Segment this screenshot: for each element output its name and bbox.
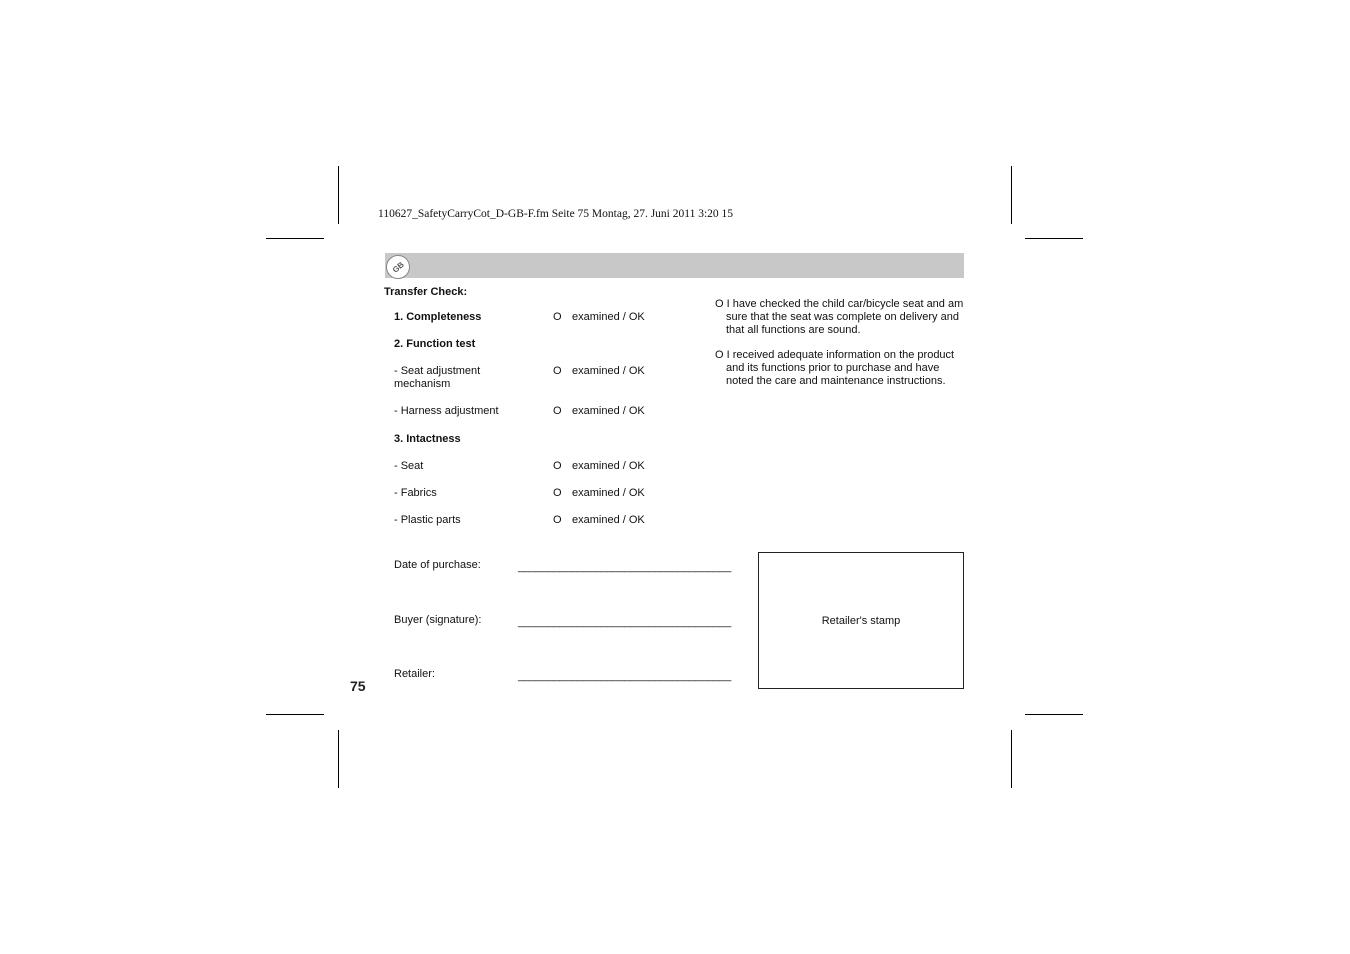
buyer-signature-line[interactable]: ____________________________________ [518,616,732,628]
check-item-label: - Fabrics [394,487,437,499]
crop-mark-line [266,714,324,715]
check-item-status: examined / OK [572,405,645,417]
check-item-status: examined / OK [572,460,645,472]
form-field-label: Date of purchase: [394,559,481,571]
retailer-stamp-label: Retailer's stamp [821,614,901,627]
language-badge: GB [381,250,415,284]
check-item-status: examined / OK [572,487,645,499]
check-item-label: 2. Function test [394,338,476,350]
crop-mark-line [338,166,339,224]
check-item-label: 1. Completeness [394,311,482,323]
retailer-line[interactable]: ____________________________________ [518,670,732,682]
section-header-band [385,253,964,278]
check-item-status: examined / OK [572,311,645,323]
crop-mark-line [266,238,324,239]
declaration-item[interactable] [715,298,967,336]
crop-mark-line [1025,238,1083,239]
check-item-status: examined / OK [572,514,645,526]
checkbox-circle[interactable]: O [715,349,724,362]
declaration-text: I have checked the child car/bicycle seat and am sure that the seat was complete on delivery and that all functions are sound. [726,298,964,336]
crop-mark-line [1011,730,1012,788]
check-item-label: - Seat adjustment mechanism [394,365,481,390]
checkbox-circle[interactable]: O [553,460,562,472]
checkbox-circle[interactable]: O [553,487,562,499]
form-field-label: Buyer (signature): [394,614,482,626]
form-field-label: Retailer: [394,668,435,680]
declaration-list [715,298,967,388]
check-item-status: examined / OK [572,365,645,377]
crop-mark-line [338,730,339,788]
page-number: 75 [350,678,366,694]
checkbox-circle[interactable]: O [553,311,562,323]
crop-mark-line [1025,714,1083,715]
checkbox-circle[interactable]: O [553,514,562,526]
check-item-label: - Harness adjustment [394,405,499,417]
retailer-stamp-box [758,552,964,689]
check-item-label: - Seat [394,460,424,472]
declaration-text: I received adequate information on the product and its functions prior to purchase and have noted the care and maintenance instructions. [726,349,955,387]
check-item-label: - Plastic parts [394,514,461,526]
section-title: Transfer Check: [384,286,468,298]
crop-mark-line [1011,166,1012,224]
check-item-label: 3. Intactness [394,433,461,445]
declaration-item[interactable] [715,349,967,387]
checkbox-circle[interactable]: O [553,405,562,417]
checkbox-circle[interactable]: O [553,365,562,377]
date-of-purchase-line[interactable]: ____________________________________ [518,561,732,573]
file-slug: 110627_SafetyCarryCot_D-GB-F.fm Seite 75 Montag, 27. Juni 2011 3:20 15 [378,208,734,220]
checkbox-circle[interactable]: O [715,298,724,310]
